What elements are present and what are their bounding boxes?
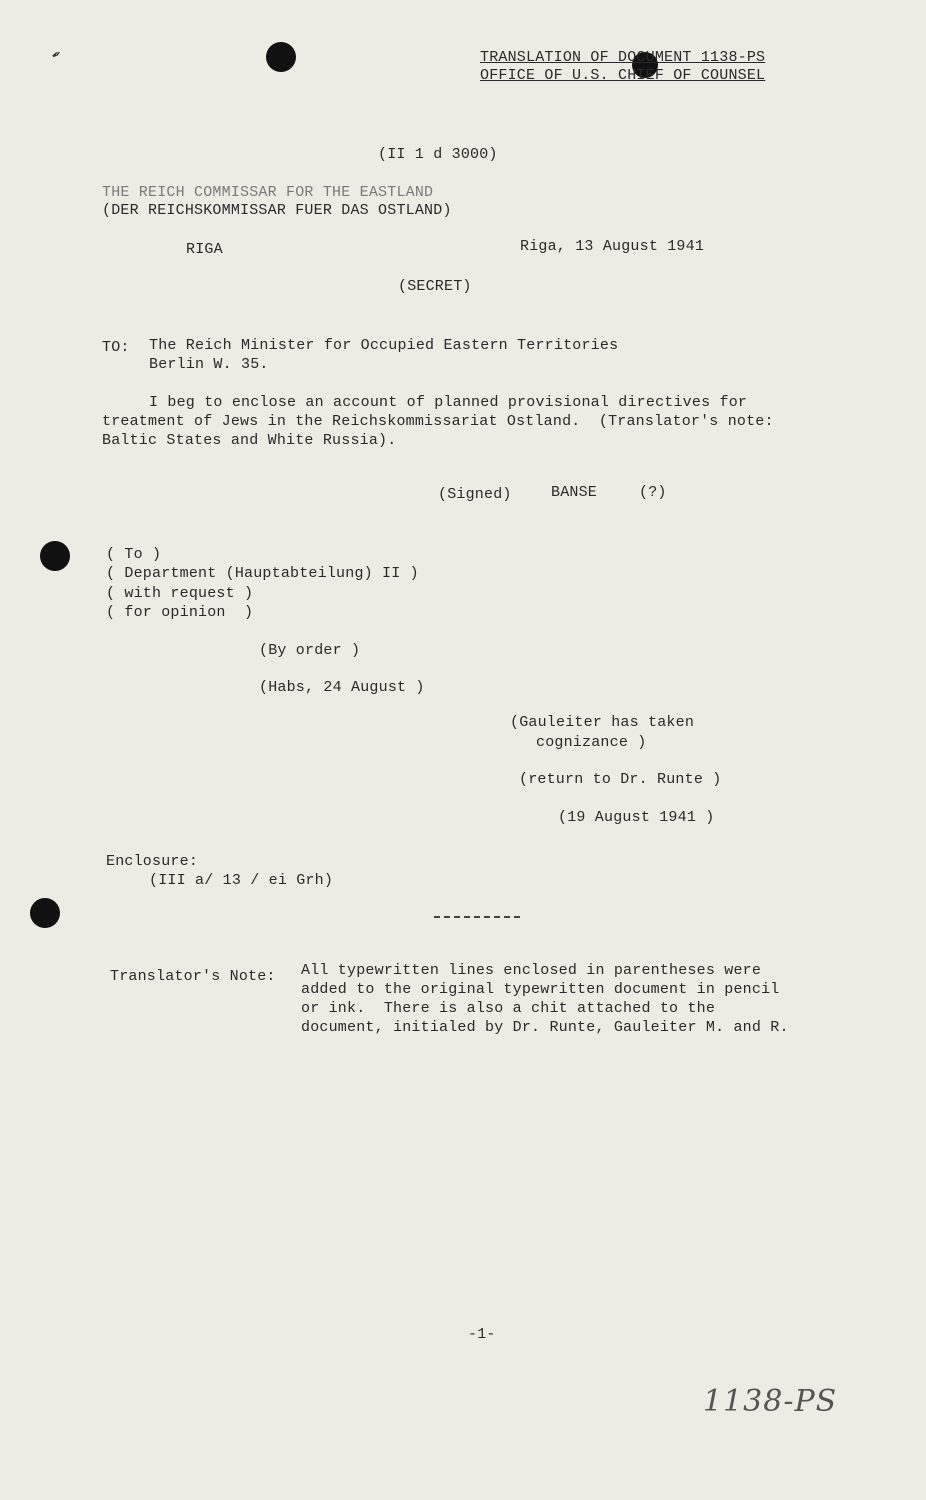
translator-note-line-3: or ink. There is also a chit attached to the <box>301 1000 716 1017</box>
stray-mark-icon: ✒ <box>48 45 65 64</box>
header-line-2: OFFICE OF U.S. CHIEF OF COUNSEL <box>480 67 766 84</box>
handwritten-document-number: 1138-PS <box>703 1384 838 1419</box>
body-line-1: I beg to enclose an account of planned provisional directives for <box>149 394 748 411</box>
page-number: -1- <box>468 1326 496 1343</box>
annotation-return: (return to Dr. Runte ) <box>519 771 722 788</box>
translator-note-line-1: All typewritten lines enclosed in parentheses were <box>301 962 762 979</box>
annotation-by-order: (By order ) <box>259 642 361 659</box>
annotation-gauleiter-1: (Gauleiter has taken <box>510 714 695 731</box>
body-line-3: Baltic States and White Russia). <box>102 432 397 449</box>
translator-note-label: Translator's Note: <box>110 968 276 985</box>
translator-note-line-2: added to the original typewritten document in pencil <box>301 981 780 998</box>
header-line-1: TRANSLATION OF DOCUMENT 1138-PS <box>480 49 766 66</box>
annotation-habs: (Habs, 24 August ) <box>259 679 425 696</box>
sender-english: THE REICH COMMISSAR FOR THE EASTLAND <box>102 184 434 201</box>
annotation-date: (19 August 1941 ) <box>558 809 715 826</box>
signature-label: (Signed) <box>438 486 512 503</box>
date-line: Riga, 13 August 1941 <box>520 238 705 255</box>
signature-query: (?) <box>639 484 667 501</box>
routing-line-1: ( To ) <box>106 546 162 563</box>
punch-hole-bottom <box>30 898 60 928</box>
routing-line-2: ( Department (Hauptabteilung) II ) <box>106 565 419 582</box>
enclosure-label: Enclosure: <box>106 853 199 870</box>
sender-place: RIGA <box>186 241 223 258</box>
recipient-label: TO: <box>102 339 130 356</box>
file-reference: (II 1 d 3000) <box>378 146 498 163</box>
separator-rule <box>434 916 520 918</box>
recipient-line-1: The Reich Minister for Occupied Eastern Territories <box>149 337 619 354</box>
routing-line-4: ( for opinion ) <box>106 604 254 621</box>
classification: (SECRET) <box>398 278 472 295</box>
routing-line-3: ( with request ) <box>106 585 254 602</box>
annotation-gauleiter-2: cognizance ) <box>536 734 647 751</box>
sender-german: (DER REICHSKOMMISSAR FUER DAS OSTLAND) <box>102 202 452 219</box>
signature-name: BANSE <box>551 484 598 501</box>
body-line-2: treatment of Jews in the Reichskommissariat Ostland. (Translator's note: <box>102 413 774 430</box>
punch-hole-top <box>266 42 296 72</box>
recipient-line-2: Berlin W. 35. <box>149 356 269 373</box>
translator-note-line-4: document, initialed by Dr. Runte, Gauleiter M. and R. <box>301 1019 789 1036</box>
punch-hole-middle <box>40 541 70 571</box>
enclosure-ref: (III a/ 13 / ei Grh) <box>149 872 334 889</box>
